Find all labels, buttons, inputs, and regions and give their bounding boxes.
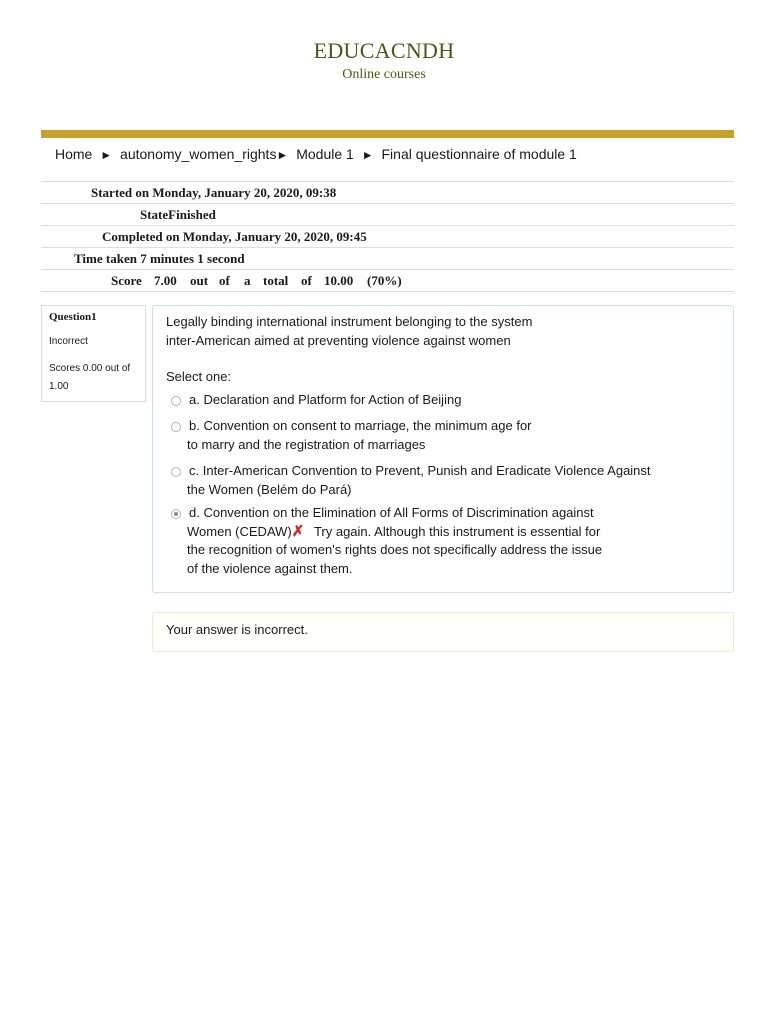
question-score-line: 1.00: [49, 381, 69, 392]
score-word-of: of: [219, 273, 230, 288]
general-feedback-panel: [152, 612, 734, 652]
select-one-label: Select one:: [166, 369, 232, 384]
score-percent: (70%): [367, 273, 402, 288]
summary-row-completed: [41, 225, 734, 247]
breadcrumb: [55, 146, 577, 162]
radio-button[interactable]: [171, 422, 181, 432]
summary-row-score: [41, 269, 734, 292]
breadcrumb-separator-icon: ►: [100, 148, 113, 162]
question-text: [166, 313, 532, 350]
summary-row-time: [41, 247, 734, 269]
question-score: [49, 360, 138, 396]
site-tagline: Online courses: [342, 67, 426, 82]
answer-text-line: c. Inter-American Convention to Prevent, Punish and Eradicate Violence Against: [189, 463, 651, 478]
answer-text-line: b. Convention on consent to marriage, the minimum age for: [189, 418, 532, 433]
answer-text: [189, 504, 602, 578]
score-word-total: total: [263, 273, 289, 288]
attempt-summary: [41, 181, 734, 292]
breadcrumb-module-link[interactable]: Module 1: [296, 146, 354, 162]
score-max: 10.00: [324, 273, 354, 288]
question-state: Incorrect: [49, 336, 88, 347]
started-on-text: Started on Monday, January 20, 2020, 09:38: [91, 185, 337, 200]
score-value: 7.00: [154, 273, 177, 288]
answer-text-line: the recognition of women's rights does not specifically address the issue: [187, 542, 603, 557]
site-name[interactable]: EDUCACNDH: [313, 38, 455, 63]
question-score-line: Scores 0.00 out of: [49, 363, 131, 374]
inline-feedback-text: Try again. Although this instrument is essential for: [313, 523, 601, 539]
radio-button[interactable]: [171, 396, 181, 406]
score-label: Score: [111, 273, 142, 288]
summary-row-started: [41, 181, 734, 203]
question-text-line: inter-American aimed at preventing violence against women: [166, 332, 511, 348]
question-text-line: Legally binding international instrument belonging to the system: [166, 314, 533, 329]
answer-text: [189, 417, 532, 454]
answer-text: [189, 462, 651, 499]
question-number: Question1: [49, 311, 97, 323]
feedback-text: Your answer is incorrect.: [166, 622, 308, 637]
question-info-panel: [41, 305, 146, 402]
incorrect-cross-icon: ✗: [291, 522, 305, 540]
score-word-out: out: [190, 273, 209, 288]
summary-row-state: [41, 203, 734, 225]
answer-text-line: to marry and the registration of marriages: [187, 436, 426, 452]
breadcrumb-course-link[interactable]: autonomy_women_rights: [120, 146, 277, 162]
time-taken-text: Time taken 7 minutes 1 second: [74, 251, 245, 266]
answer-text-line: d. Convention on the Elimination of All Forms of Discrimination against: [189, 505, 594, 520]
score-word-a: a: [244, 273, 251, 288]
answer-text: a. Declaration and Platform for Action of Beijing: [189, 392, 462, 407]
breadcrumb-home-link[interactable]: Home: [55, 146, 93, 162]
score-word-of: of: [301, 273, 312, 288]
completed-on-text: Completed on Monday, January 20, 2020, 09:45: [102, 229, 367, 244]
radio-button-selected[interactable]: [171, 509, 181, 519]
breadcrumb-quiz-link[interactable]: Final questionnaire of module 1: [381, 146, 577, 162]
answer-text-line: Women (CEDAW): [187, 523, 292, 539]
answer-text-line: of the violence against them.: [187, 560, 353, 576]
breadcrumb-separator-icon: ►: [361, 148, 374, 162]
breadcrumb-separator-icon: ►: [276, 148, 289, 162]
header-divider: [41, 130, 734, 138]
answer-text-line: the Women (Belém do Pará): [187, 481, 352, 497]
question-content-panel: [152, 305, 734, 593]
radio-button[interactable]: [171, 467, 181, 477]
state-text: StateFinished: [140, 207, 216, 222]
